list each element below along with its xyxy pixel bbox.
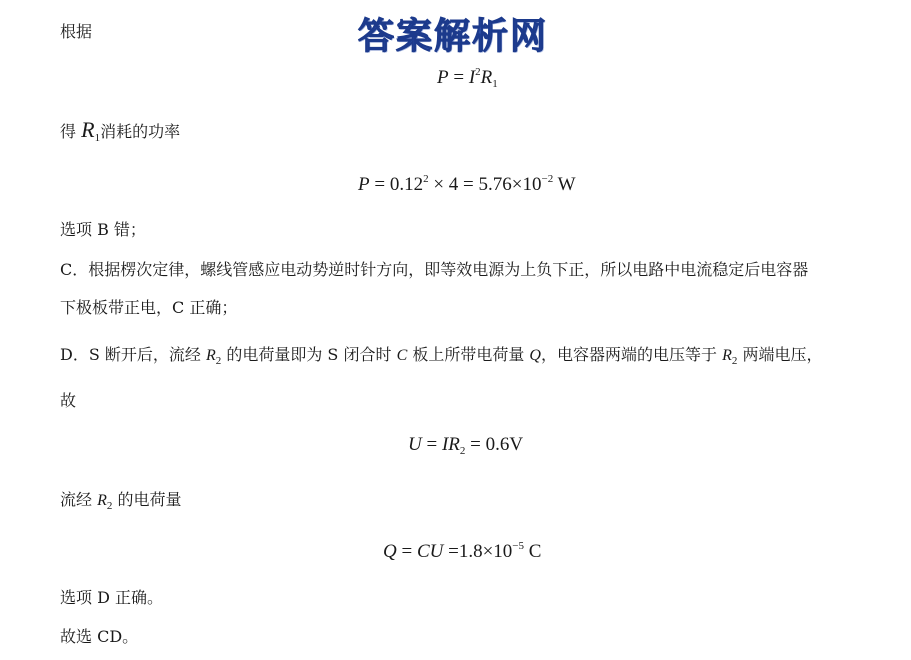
text-line: 故选 CD。	[60, 627, 139, 646]
eq-operator: =	[396, 541, 417, 562]
eq-symbol: P	[358, 174, 370, 195]
equation-power-value	[358, 173, 576, 197]
eq-unit: C	[524, 541, 542, 562]
eq-body: =1.8×10	[443, 541, 513, 562]
text-fragment: 流经	[60, 490, 98, 509]
text-line: 故	[60, 391, 77, 410]
variable-C: C	[396, 347, 408, 364]
text-fragment: 两端电压，	[737, 345, 823, 364]
eq-symbol: I	[468, 67, 476, 88]
text-fragment: 的电荷量	[112, 490, 182, 509]
eq-symbol: IR	[441, 434, 460, 455]
eq-subscript: 2	[459, 445, 466, 457]
variable-R: R	[97, 492, 107, 509]
variable-R: R	[205, 347, 216, 364]
text-fragment: 消耗的功率	[100, 122, 181, 141]
text-fragment: 板上所带电荷量	[407, 345, 530, 364]
text-line	[60, 345, 822, 366]
text-fragment: 得	[60, 122, 77, 141]
text-line: 选项 B 错；	[60, 220, 146, 239]
eq-symbol: CU	[416, 541, 444, 562]
variable-R: R	[722, 347, 732, 364]
eq-exponent: 2	[475, 66, 481, 78]
subscript: 1	[94, 132, 101, 145]
text-line	[60, 117, 181, 148]
eq-symbol: P	[437, 67, 449, 88]
text-fragment: D．S 断开后，流经	[60, 345, 206, 364]
equation-charge	[383, 540, 541, 564]
eq-body: × 4 = 5.76×10	[428, 174, 542, 195]
watermark-logo: 答案解析网	[358, 16, 549, 57]
subscript: 2	[106, 500, 113, 512]
eq-operator: =	[448, 67, 469, 88]
eq-symbol: Q	[383, 541, 397, 562]
eq-exponent: −2	[541, 173, 554, 185]
eq-body: = 0.6V	[465, 434, 524, 455]
text-line: 下极板带正电，C 正确；	[60, 298, 238, 317]
subscript: 2	[731, 355, 738, 367]
text-line	[60, 490, 181, 511]
eq-symbol: R	[480, 67, 493, 88]
eq-exponent: 2	[423, 173, 429, 185]
equation-power-formula	[437, 66, 498, 90]
equation-voltage	[408, 433, 523, 457]
text-fragment: ，电容器两端的电压等于	[540, 345, 723, 364]
text-fragment: 的电荷量即为 S 闭合时	[221, 345, 397, 364]
eq-symbol: U	[408, 434, 422, 455]
eq-exponent: −5	[512, 540, 525, 552]
eq-unit: W	[553, 174, 576, 195]
text-line: 选项 D 正确。	[60, 588, 164, 607]
subscript: 2	[215, 355, 222, 367]
variable-R: R	[81, 117, 95, 142]
variable-Q: Q	[529, 347, 541, 364]
eq-body: = 0.12	[369, 174, 424, 195]
text-line: C．根据楞次定律，螺线管感应电动势逆时针方向，即等效电源为上负下正，所以电路中电流稳定后电容器	[60, 260, 809, 279]
eq-subscript: 1	[492, 78, 498, 90]
text-line: 根据	[60, 22, 93, 41]
eq-operator: =	[421, 434, 442, 455]
